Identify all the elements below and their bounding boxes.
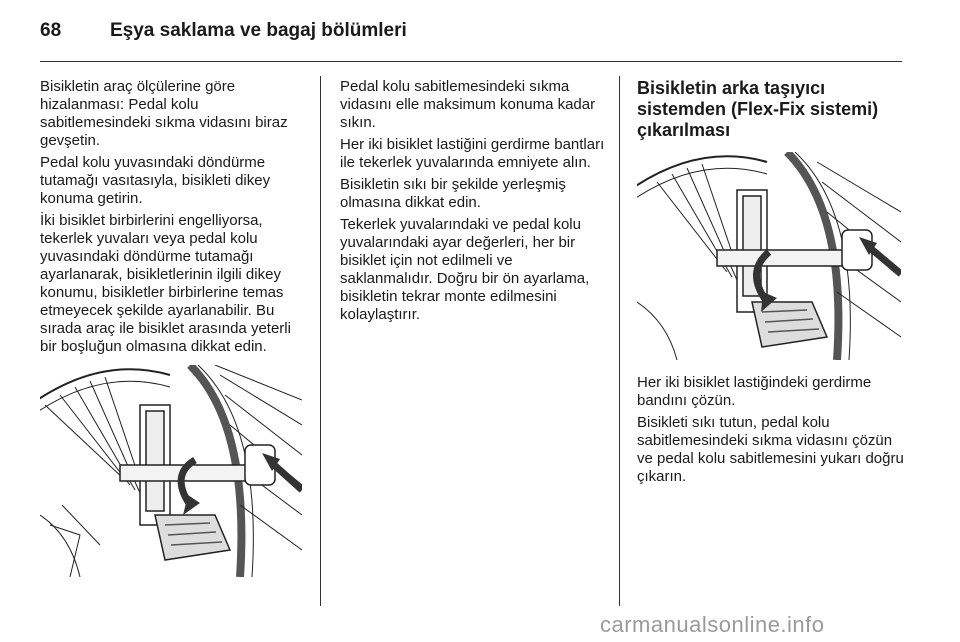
paragraph: Her iki bisiklet lastiğindeki gerdirme bandını çözün. — [637, 374, 872, 409]
column-3-text — [637, 374, 905, 490]
section-heading: Bisikletin arka taşıyıcı sistemden (Flex-Fix sistemi) çıkarılması — [637, 78, 879, 140]
paragraph: Her iki bisiklet lastiğini gerdirme bantları ile tekerlek yuvalarında emniyete alın. — [340, 136, 605, 171]
column-divider — [619, 76, 620, 606]
column-3 — [637, 78, 905, 485]
paragraph: Tekerlek yuvalarındaki ve pedal kolu yuvalarındaki ayar değerleri, her bir bisiklet için not edilmeli ve saklanmalıdır. Doğru bir ön ayarlama, bisikletin tekrar monte edilmesini kolaylaştırır. — [340, 216, 590, 323]
column-2 — [340, 78, 608, 328]
pedal-mount-illustration — [40, 365, 302, 577]
page-number: 68 — [40, 20, 62, 41]
paragraph: Pedal kolu yuvasındaki döndürme tutamağı vasıtasıyla, bisikleti dikey konuma getirin. — [40, 154, 271, 207]
watermark: carmanualsonline.info — [600, 612, 825, 637]
paragraph: Pedal kolu sabitlemesindeki sıkma vidasını elle maksimum konuma kadar sıkın. — [340, 78, 596, 131]
column-divider — [320, 76, 321, 606]
paragraph: Bisikleti sıkı tutun, pedal kolu sabitlemesindeki sıkma vidasını çözün ve pedal kolu sabitlemesini yukarı doğru çıkarın. — [637, 414, 904, 485]
pedal-release-illustration — [637, 152, 901, 360]
paragraph: Bisikletin araç ölçülerine göre hizalanması: Pedal kolu sabitlemesindeki sıkma vidasını biraz gevşetin. — [40, 78, 288, 149]
header-rule — [40, 61, 902, 62]
paragraph: Bisikletin sıkı bir şekilde yerleşmiş olmasına dikkat edin. — [340, 176, 566, 211]
column-1 — [40, 78, 308, 360]
page-title: Eşya saklama ve bagaj bölümleri — [110, 20, 407, 41]
paragraph: İki bisiklet birbirlerini engelliyorsa, tekerlek yuvaları veya pedal kolu yuvasındaki döndürme tutamağı ayarlanarak, bisikletlerinin ilgili dikey konumu, bisikletler birbirlerine temas etmeyecek şekilde ayarlanabilir. Bu sırada araç ile bisiklet arasında yeterli bir boşluğun olmasına dikkat edin. — [40, 212, 291, 355]
